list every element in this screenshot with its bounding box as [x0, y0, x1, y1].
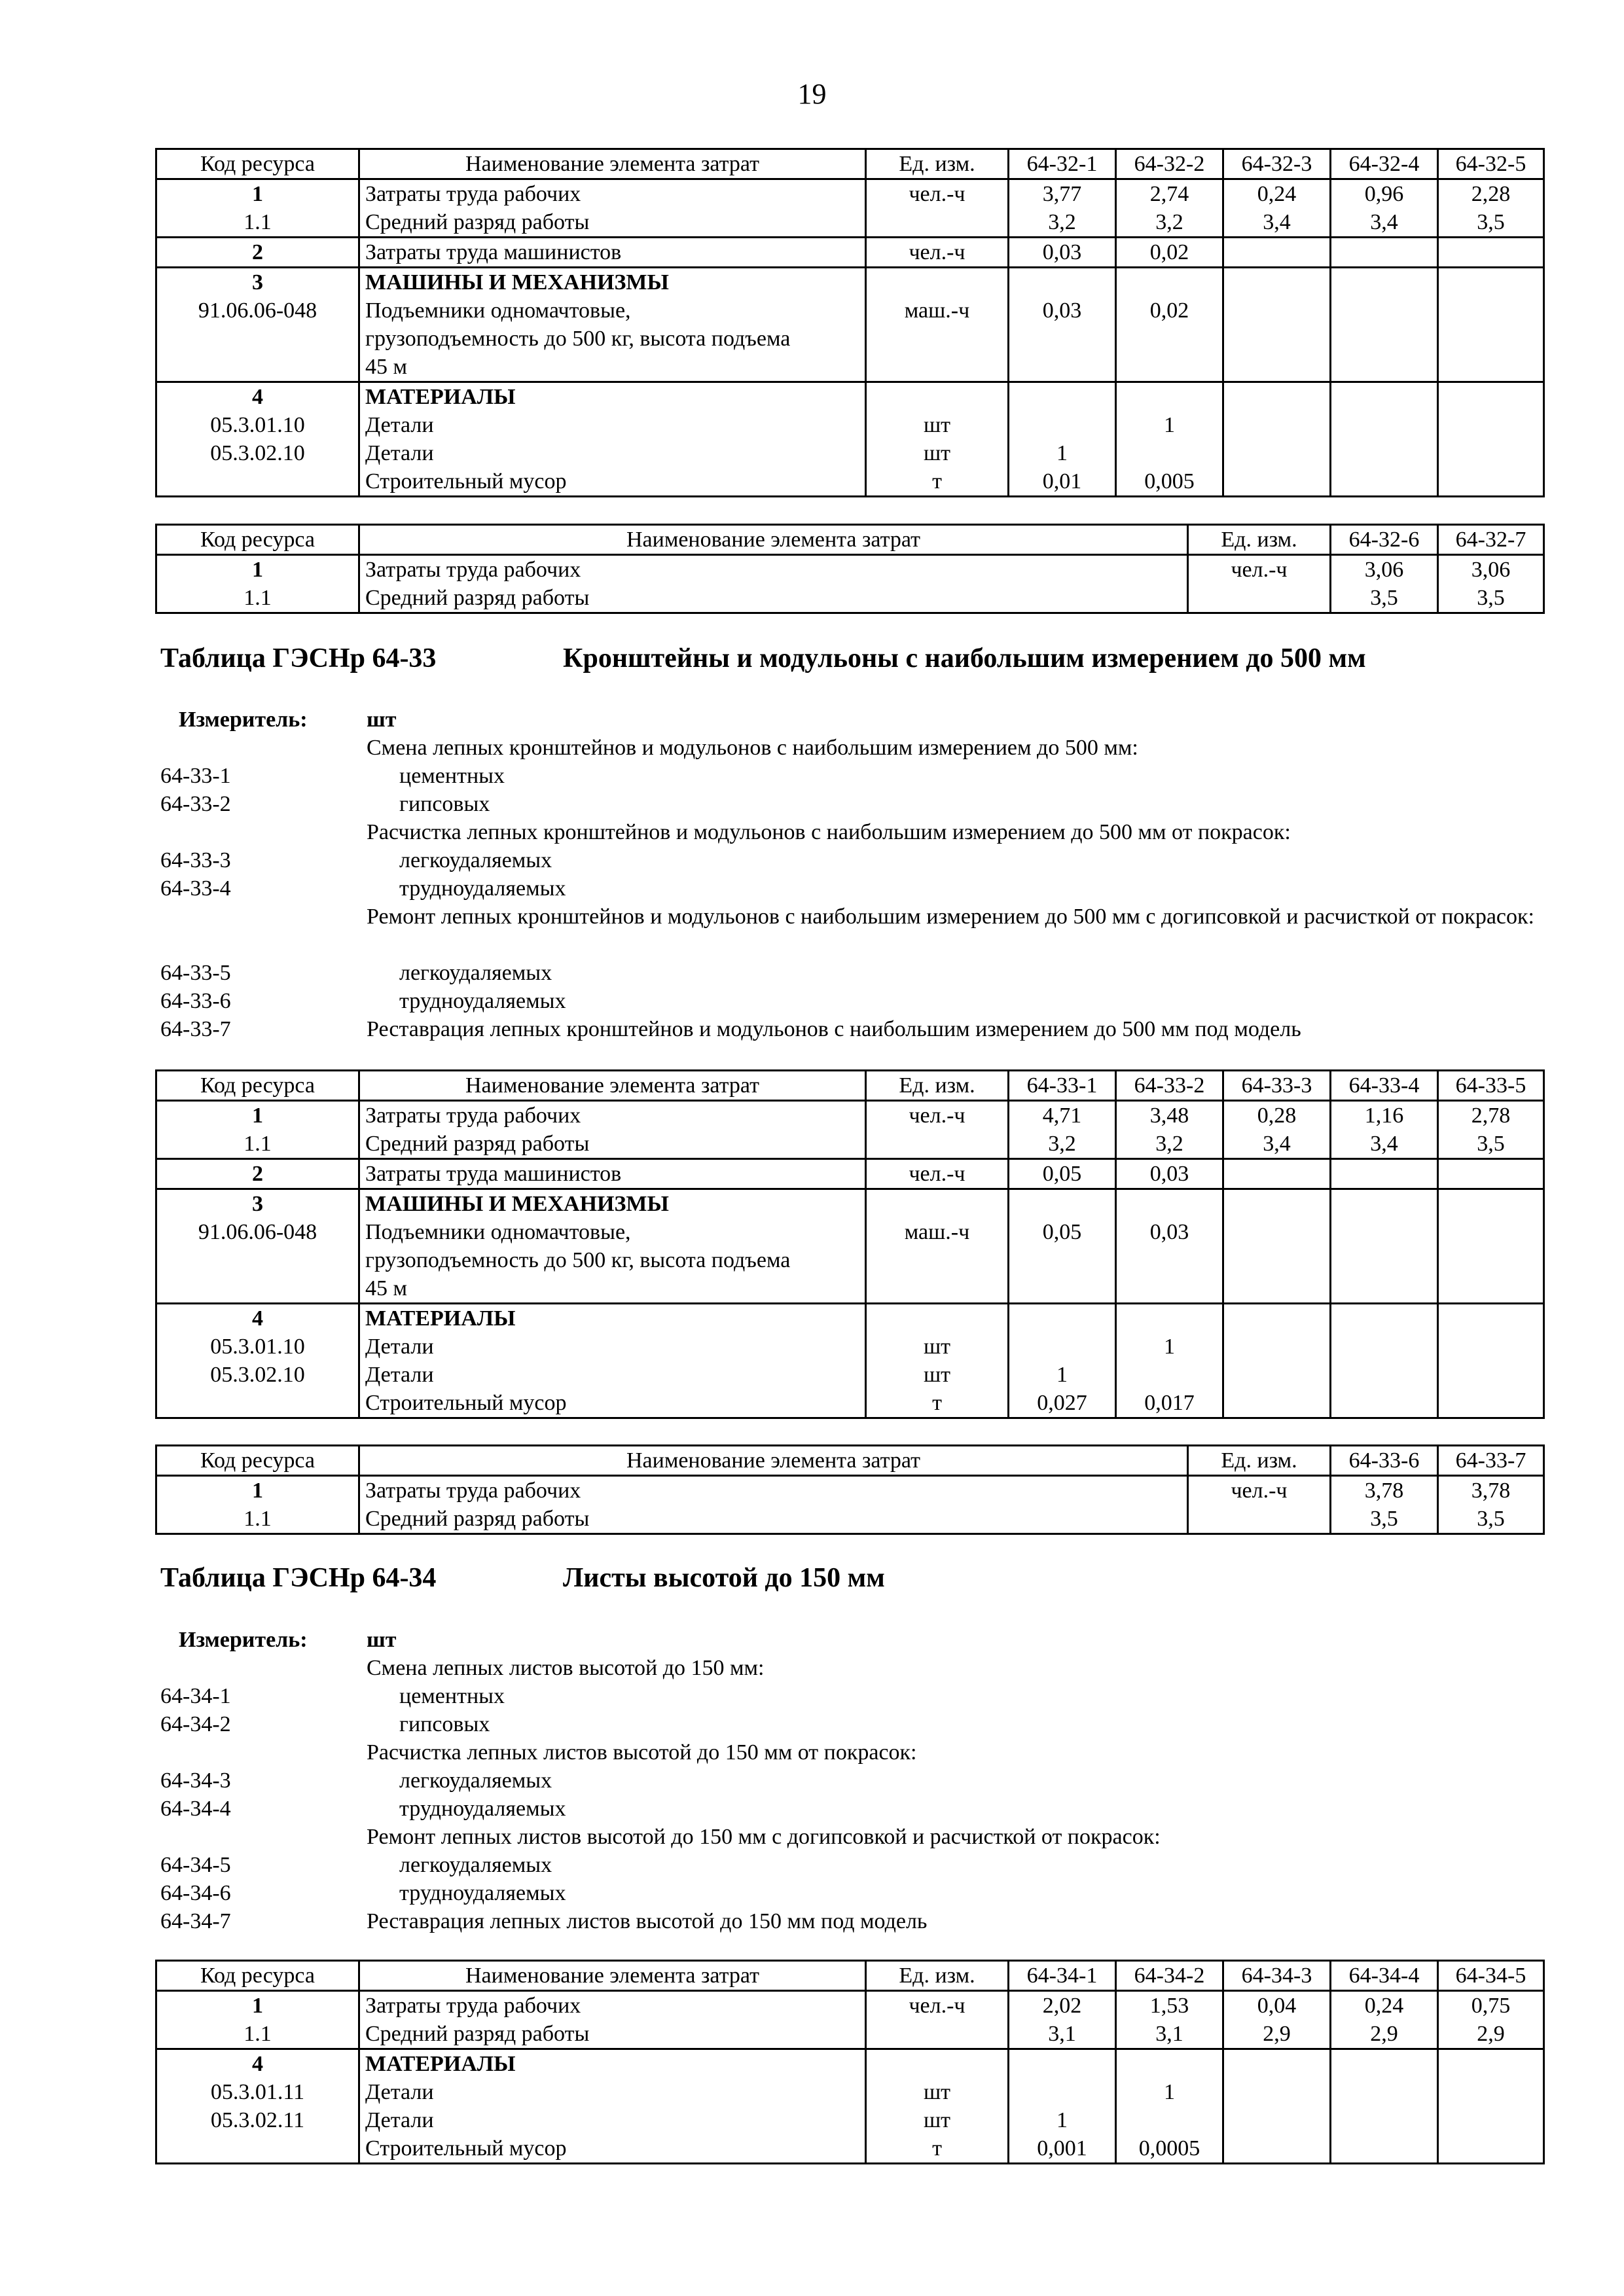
table-row: [156, 296, 1544, 382]
norm-text: трудноудаляемых: [399, 1881, 566, 1905]
col-norm: 64-34-3: [1223, 1961, 1331, 1991]
cell-unit: шт: [866, 1361, 1009, 1389]
col-name: Наименование элемента затрат: [359, 525, 1188, 555]
table-title: Таблица ГЭСНр 64-34: [160, 1563, 437, 1593]
work-group: Смена лепных листов высотой до 150 мм:: [367, 1656, 765, 1680]
cell-name: Затраты труда рабочих: [359, 1476, 1188, 1505]
cell-code: 05.3.01.11: [156, 2078, 359, 2106]
cell-value: [1223, 238, 1331, 268]
cell-code: 05.3.02.10: [156, 439, 359, 467]
cell-name: Подъемники одномачтовые, грузоподъемность до 500 кг, высота подъема 45 м: [359, 296, 866, 382]
norm-text: легкоудаляемых: [399, 1768, 552, 1793]
cell-value: 0,28: [1223, 1101, 1331, 1130]
cell-value: 3,78: [1331, 1476, 1438, 1505]
col-name: Наименование элемента затрат: [359, 1961, 866, 1991]
cell-value: 3,06: [1438, 555, 1544, 584]
cell-code: 1: [156, 1476, 359, 1505]
cell-value: 3,78: [1438, 1476, 1544, 1505]
cell-value: 4,71: [1009, 1101, 1116, 1130]
cell-unit: [1188, 584, 1331, 613]
cell-code: 1: [156, 1101, 359, 1130]
table-row: [156, 2134, 1544, 2164]
cell-value: 3,4: [1331, 1130, 1438, 1159]
measure-label: Измеритель:: [179, 708, 308, 732]
table-row: [156, 555, 1544, 584]
table-row: [156, 1505, 1544, 1534]
cell-value: 0,04: [1223, 1991, 1331, 2020]
section-materials: МАТЕРИАЛЫ: [359, 1304, 866, 1333]
col-norm: 64-34-1: [1009, 1961, 1116, 1991]
norm-text: легкоудаляемых: [399, 848, 552, 872]
cell-value: 0,75: [1438, 1991, 1544, 2020]
norm-text: трудноудаляемых: [399, 1797, 566, 1821]
col-unit: Ед. изм.: [866, 1071, 1009, 1101]
cell-value: 3,5: [1331, 1505, 1438, 1534]
measure-block-64-34: [160, 1626, 1548, 1935]
cell-code: [156, 467, 359, 497]
cell-value: 2,74: [1116, 179, 1223, 209]
cell-code: 4: [156, 1304, 359, 1333]
cell-code: 05.3.01.10: [156, 1333, 359, 1361]
cell-name: Детали: [359, 1361, 866, 1389]
col-unit: Ед. изм.: [1188, 1446, 1331, 1476]
cell-value: 3,06: [1331, 555, 1438, 584]
cell-value: 3,5: [1438, 1505, 1544, 1534]
cell-value: 0,005: [1116, 467, 1223, 497]
cell-value: 1,53: [1116, 1991, 1223, 2020]
col-norm: 64-32-3: [1223, 149, 1331, 179]
cell-value: 0,03: [1116, 1218, 1223, 1304]
cell-value: 0,02: [1116, 296, 1223, 382]
cell-value: 3,4: [1331, 208, 1438, 238]
cell-name: Средний разряд работы: [359, 1505, 1188, 1534]
cell-code: 2: [156, 1159, 359, 1189]
norm-code: 64-34-2: [160, 1712, 231, 1736]
cell-unit: чел.-ч: [866, 1101, 1009, 1130]
col-code: Код ресурса: [156, 1961, 359, 1991]
table-row: [156, 268, 1544, 297]
cell-code: 05.3.02.11: [156, 2106, 359, 2134]
cell-code: 1.1: [156, 208, 359, 238]
col-norm: 64-33-2: [1116, 1071, 1223, 1101]
cell-code: 91.06.06-048: [156, 1218, 359, 1304]
cell-value: 2,9: [1438, 2020, 1544, 2049]
col-norm: 64-32-7: [1438, 525, 1544, 555]
work-group: Ремонт лепных кронштейнов и модульонов с наибольшим измерением до 500 мм с догипсовкой и расчисткой от покрасок:: [367, 905, 1534, 929]
cell-code: 91.06.06-048: [156, 296, 359, 382]
cell-code: 1: [156, 1991, 359, 2020]
cell-value: [1116, 439, 1223, 467]
cell-name: Строительный мусор: [359, 1389, 866, 1418]
col-name: Наименование элемента затрат: [359, 149, 866, 179]
col-norm: 64-33-4: [1331, 1071, 1438, 1101]
cell-value: [1438, 238, 1544, 268]
cell-name: Детали: [359, 2078, 866, 2106]
cell-unit: шт: [866, 1333, 1009, 1361]
cell-code: 4: [156, 2049, 359, 2079]
cell-code: 3: [156, 268, 359, 297]
cell-name: Средний разряд работы: [359, 2020, 866, 2049]
norm-code: 64-34-7: [160, 1909, 231, 1933]
cell-name: Детали: [359, 2106, 866, 2134]
cell-unit: т: [866, 2134, 1009, 2164]
resource-table-64-33-1-5: [155, 1069, 1545, 1419]
col-norm: 64-33-6: [1331, 1446, 1438, 1476]
col-unit: Ед. изм.: [1188, 525, 1331, 555]
table-title: Таблица ГЭСНр 64-33: [160, 643, 437, 673]
norm-text: гипсовых: [399, 792, 490, 816]
norm-text: Реставрация лепных листов высотой до 150 мм под модель: [367, 1909, 928, 1933]
table-row: [156, 1389, 1544, 1418]
table-header-row: [156, 1446, 1544, 1476]
norm-code: 64-34-3: [160, 1768, 231, 1793]
cell-unit: маш.-ч: [866, 296, 1009, 382]
table-row: [156, 439, 1544, 467]
table-row: [156, 1159, 1544, 1189]
table-row: [156, 1101, 1544, 1130]
section-materials: МАТЕРИАЛЫ: [359, 2049, 866, 2079]
cell-code: 1.1: [156, 2020, 359, 2049]
cell-value: 0,017: [1116, 1389, 1223, 1418]
col-code: Код ресурса: [156, 525, 359, 555]
cell-name: Строительный мусор: [359, 467, 866, 497]
cell-value: 3,5: [1438, 1130, 1544, 1159]
measure-block-64-33: [160, 706, 1548, 1043]
resource-table-64-34-1-5: [155, 1960, 1545, 2164]
cell-value: 3,2: [1116, 1130, 1223, 1159]
cell-value: 0,001: [1009, 2134, 1116, 2164]
norm-text: гипсовых: [399, 1712, 490, 1736]
cell-value: 3,5: [1331, 584, 1438, 613]
cell-name: Средний разряд работы: [359, 1130, 866, 1159]
cell-value: [1009, 2078, 1116, 2106]
page-number: 19: [797, 78, 827, 110]
col-unit: Ед. изм.: [866, 149, 1009, 179]
norm-text: трудноудаляемых: [399, 876, 566, 901]
table-row: [156, 208, 1544, 238]
cell-code: 05.3.01.10: [156, 411, 359, 439]
cell-value: 3,4: [1223, 1130, 1331, 1159]
resource-table-64-33-6-7: [155, 1444, 1545, 1535]
table-row: [156, 1991, 1544, 2020]
table-row: [156, 1333, 1544, 1361]
norm-code: 64-33-1: [160, 764, 231, 788]
cell-name: Затраты труда рабочих: [359, 179, 866, 209]
table-heading-64-33: [160, 643, 1535, 675]
table-row: [156, 2020, 1544, 2049]
cell-value: 2,9: [1223, 2020, 1331, 2049]
norm-text: трудноудаляемых: [399, 989, 566, 1013]
table-row: [156, 238, 1544, 268]
cell-code: 1.1: [156, 584, 359, 613]
cell-value: [1116, 1361, 1223, 1389]
cell-code: 4: [156, 382, 359, 412]
cell-value: 0,24: [1223, 179, 1331, 209]
cell-value: 3,5: [1438, 208, 1544, 238]
section-materials: МАТЕРИАЛЫ: [359, 382, 866, 412]
cell-name: Затраты труда рабочих: [359, 1101, 866, 1130]
cell-value: 0,02: [1116, 238, 1223, 268]
cell-value: 3,2: [1009, 1130, 1116, 1159]
table-row: [156, 584, 1544, 613]
cell-value: 0,03: [1116, 1159, 1223, 1189]
table-header-row: [156, 1961, 1544, 1991]
col-code: Код ресурса: [156, 1071, 359, 1101]
cell-name: Детали: [359, 439, 866, 467]
col-norm: 64-32-5: [1438, 149, 1544, 179]
cell-value: 3,5: [1438, 584, 1544, 613]
col-name: Наименование элемента затрат: [359, 1446, 1188, 1476]
table-row: [156, 2049, 1544, 2079]
cell-value: 0,01: [1009, 467, 1116, 497]
cell-value: 1: [1116, 1333, 1223, 1361]
col-norm: 64-34-5: [1438, 1961, 1544, 1991]
cell-name: Затраты труда машинистов: [359, 238, 866, 268]
table-subtitle: Кронштейны и модульоны с наибольшим измерением до 500 мм: [563, 643, 1366, 673]
cell-code: 2: [156, 238, 359, 268]
cell-unit: шт: [866, 411, 1009, 439]
col-norm: 64-32-2: [1116, 149, 1223, 179]
cell-value: [1009, 411, 1116, 439]
norm-code: 64-34-1: [160, 1684, 231, 1708]
cell-name: Затраты труда рабочих: [359, 1991, 866, 2020]
cell-value: 1,16: [1331, 1101, 1438, 1130]
cell-value: 3,4: [1223, 208, 1331, 238]
table-heading-64-34: [160, 1562, 1535, 1595]
cell-unit: чел.-ч: [866, 179, 1009, 209]
cell-unit: маш.-ч: [866, 1218, 1009, 1304]
norm-code: 64-33-7: [160, 1017, 231, 1041]
cell-name: Строительный мусор: [359, 2134, 866, 2164]
cell-name: Затраты труда рабочих: [359, 555, 1188, 584]
cell-value: [1009, 1333, 1116, 1361]
table-header-row: [156, 525, 1544, 555]
cell-value: 0,03: [1009, 238, 1116, 268]
section-machines: МАШИНЫ И МЕХАНИЗМЫ: [359, 268, 866, 297]
col-norm: 64-34-2: [1116, 1961, 1223, 1991]
work-group: Смена лепных кронштейнов и модульонов с наибольшим измерением до 500 мм:: [367, 736, 1138, 760]
norm-text: Реставрация лепных кронштейнов и модульонов с наибольшим измерением до 500 мм под модель: [367, 1017, 1301, 1041]
cell-value: 0,24: [1331, 1991, 1438, 2020]
cell-unit: чел.-ч: [1188, 1476, 1331, 1505]
cell-unit: чел.-ч: [866, 238, 1009, 268]
measure-unit: шт: [367, 708, 397, 732]
cell-value: 3,48: [1116, 1101, 1223, 1130]
table-row: [156, 1361, 1544, 1389]
resource-table-64-32-6-7: [155, 524, 1545, 614]
cell-value: [1116, 2106, 1223, 2134]
cell-value: 0,05: [1009, 1218, 1116, 1304]
cell-code: 1: [156, 555, 359, 584]
work-group: Ремонт лепных листов высотой до 150 мм с догипсовкой и расчисткой от покрасок:: [367, 1825, 1161, 1849]
cell-unit: [866, 208, 1009, 238]
cell-value: 2,78: [1438, 1101, 1544, 1130]
cell-code: 3: [156, 1189, 359, 1219]
cell-value: 3,2: [1116, 208, 1223, 238]
cell-value: [1331, 238, 1438, 268]
cell-code: 05.3.02.10: [156, 1361, 359, 1389]
table-header-row: [156, 149, 1544, 179]
cell-unit: чел.-ч: [866, 1159, 1009, 1189]
table-subtitle: Листы высотой до 150 мм: [563, 1563, 885, 1593]
cell-unit: шт: [866, 439, 1009, 467]
cell-name: Детали: [359, 411, 866, 439]
col-norm: 64-32-1: [1009, 149, 1116, 179]
table-row: [156, 2078, 1544, 2106]
cell-unit: шт: [866, 2106, 1009, 2134]
cell-name: Средний разряд работы: [359, 208, 866, 238]
measure-label: Измеритель:: [179, 1628, 308, 1652]
col-norm: 64-34-4: [1331, 1961, 1438, 1991]
cell-unit: чел.-ч: [1188, 555, 1331, 584]
norm-code: 64-33-6: [160, 989, 231, 1013]
cell-unit: [866, 2020, 1009, 2049]
table-row: [156, 1476, 1544, 1505]
cell-code: 1: [156, 179, 359, 209]
norm-text: легкоудаляемых: [399, 1853, 552, 1877]
table-row: [156, 2106, 1544, 2134]
cell-unit: чел.-ч: [866, 1991, 1009, 2020]
cell-name: Детали: [359, 1333, 866, 1361]
cell-code: 1.1: [156, 1505, 359, 1534]
cell-value: 2,02: [1009, 1991, 1116, 2020]
cell-value: 2,9: [1331, 2020, 1438, 2049]
resource-table-64-32-1-5: [155, 148, 1545, 497]
work-group: Расчистка лепных листов высотой до 150 мм от покрасок:: [367, 1740, 917, 1765]
cell-value: 1: [1116, 411, 1223, 439]
cell-value: 0,027: [1009, 1389, 1116, 1418]
col-norm: 64-33-7: [1438, 1446, 1544, 1476]
table-header-row: [156, 1071, 1544, 1101]
cell-unit: шт: [866, 2078, 1009, 2106]
norm-text: легкоудаляемых: [399, 961, 552, 985]
cell-unit: [1188, 1505, 1331, 1534]
cell-value: 3,77: [1009, 179, 1116, 209]
norm-code: 64-33-4: [160, 876, 231, 901]
col-norm: 64-33-3: [1223, 1071, 1331, 1101]
norm-code: 64-33-2: [160, 792, 231, 816]
table-row: [156, 179, 1544, 209]
table-row: [156, 467, 1544, 497]
cell-value: 1: [1116, 2078, 1223, 2106]
norm-text: цементных: [399, 1684, 505, 1708]
cell-unit: [866, 1130, 1009, 1159]
table-row: [156, 1130, 1544, 1159]
cell-value: 3,1: [1116, 2020, 1223, 2049]
table-row: [156, 411, 1544, 439]
cell-name: Затраты труда машинистов: [359, 1159, 866, 1189]
col-code: Код ресурса: [156, 149, 359, 179]
table-row: [156, 1189, 1544, 1219]
cell-value: 3,1: [1009, 2020, 1116, 2049]
col-unit: Ед. изм.: [866, 1961, 1009, 1991]
col-norm: 64-32-6: [1331, 525, 1438, 555]
work-group: Расчистка лепных кронштейнов и модульонов с наибольшим измерением до 500 мм от покрасок:: [367, 820, 1291, 844]
table-row: [156, 382, 1544, 412]
cell-value: 1: [1009, 1361, 1116, 1389]
norm-code: 64-34-6: [160, 1881, 231, 1905]
cell-value: 1: [1009, 2106, 1116, 2134]
cell-value: 0,05: [1009, 1159, 1116, 1189]
col-code: Код ресурса: [156, 1446, 359, 1476]
cell-code: [156, 2134, 359, 2164]
cell-code: [156, 1389, 359, 1418]
cell-unit: т: [866, 1389, 1009, 1418]
cell-value: 2,28: [1438, 179, 1544, 209]
table-row: [156, 1218, 1544, 1304]
norm-text: цементных: [399, 764, 505, 788]
cell-value: 1: [1009, 439, 1116, 467]
col-norm: 64-33-5: [1438, 1071, 1544, 1101]
norm-code: 64-34-5: [160, 1853, 231, 1877]
cell-code: 1.1: [156, 1130, 359, 1159]
norm-code: 64-33-5: [160, 961, 231, 985]
cell-name: Средний разряд работы: [359, 584, 1188, 613]
cell-value: 0,96: [1331, 179, 1438, 209]
section-machines: МАШИНЫ И МЕХАНИЗМЫ: [359, 1189, 866, 1219]
cell-value: 0,0005: [1116, 2134, 1223, 2164]
table-row: [156, 1304, 1544, 1333]
col-name: Наименование элемента затрат: [359, 1071, 866, 1101]
norm-code: 64-34-4: [160, 1797, 231, 1821]
col-norm: 64-32-4: [1331, 149, 1438, 179]
col-norm: 64-33-1: [1009, 1071, 1116, 1101]
cell-unit: т: [866, 467, 1009, 497]
cell-name: Подъемники одномачтовые, грузоподъемность до 500 кг, высота подъема 45 м: [359, 1218, 866, 1304]
cell-value: 0,03: [1009, 296, 1116, 382]
norm-code: 64-33-3: [160, 848, 231, 872]
cell-value: 3,2: [1009, 208, 1116, 238]
measure-unit: шт: [367, 1628, 397, 1652]
